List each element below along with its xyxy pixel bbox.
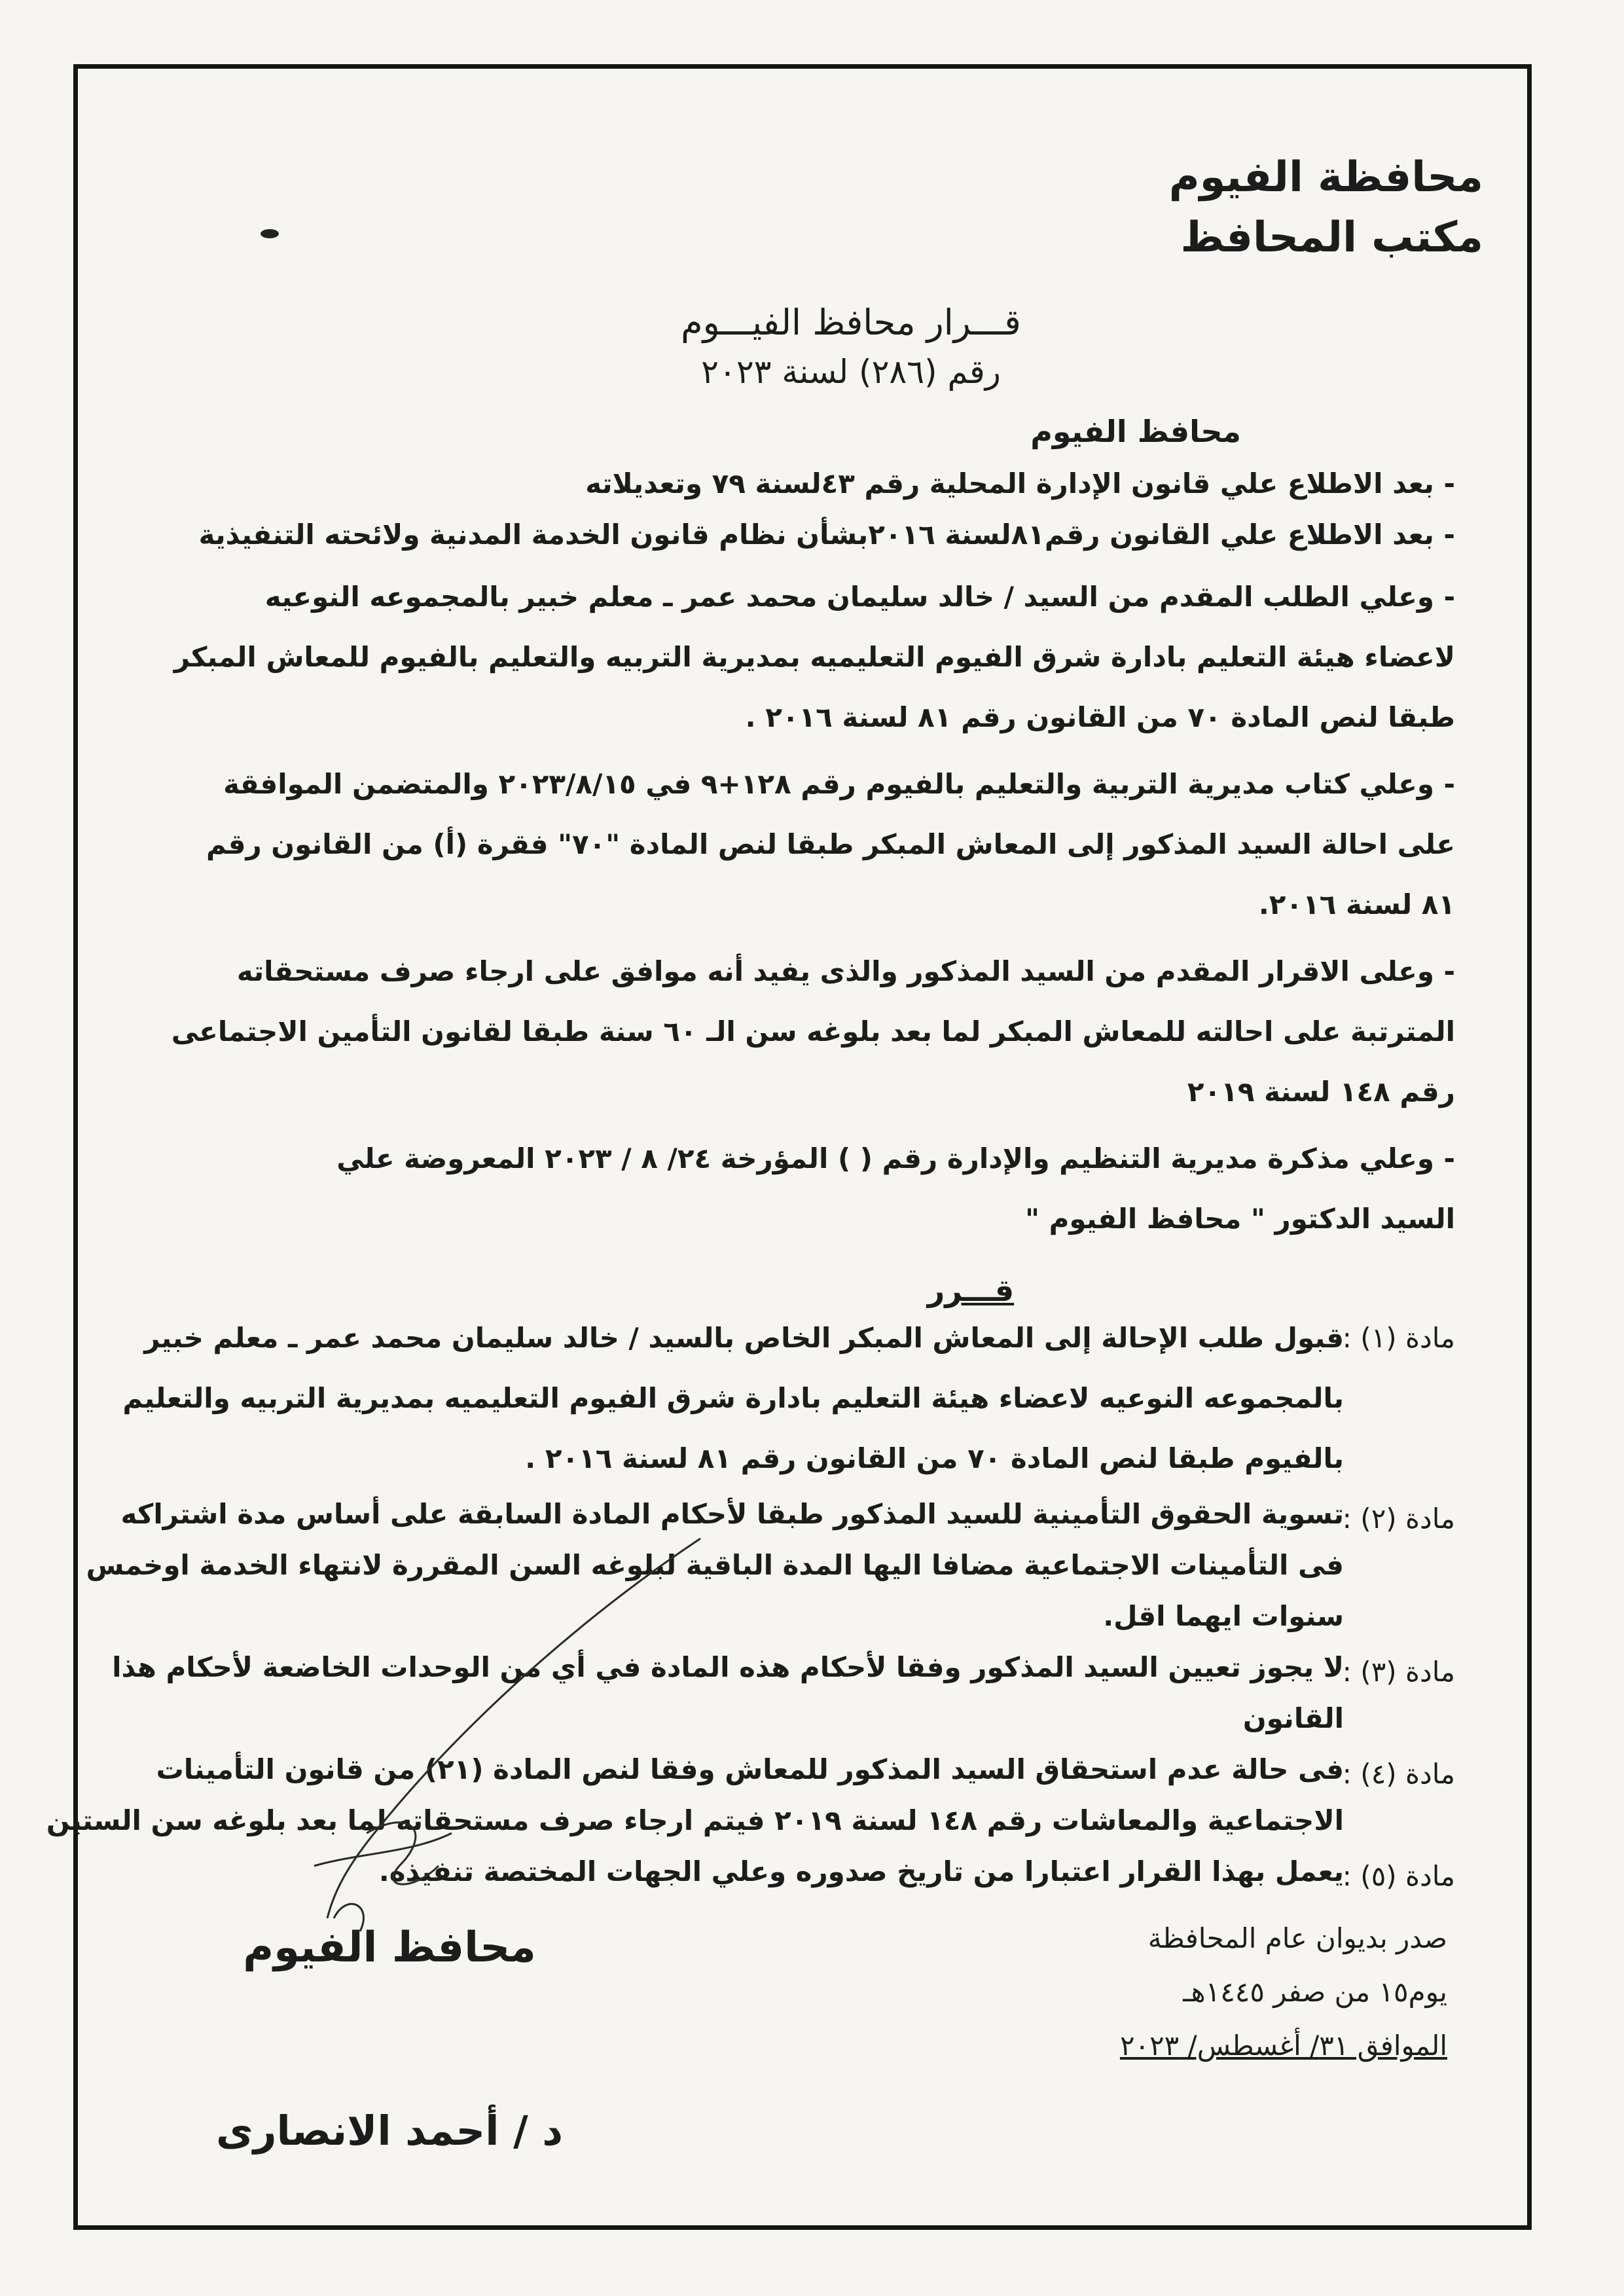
- letterhead-governorate: محافظة الفيوم: [1168, 153, 1483, 202]
- preamble-clause: [146, 509, 1455, 560]
- article-line: فى حالة عدم استحقاق السيد المذكور للمعاش وفقا لنص المادة (٢١) من قانون التأمينات: [156, 1753, 1344, 1785]
- article-1: [122, 1308, 1455, 1489]
- article-line: الاجتماعية والمعاشات رقم ١٤٨ لسنة ٢٠١٩ فيتم ارجاء صرف مستحقاته لما بعد بلوغه سن الستين: [46, 1804, 1344, 1836]
- clause-line: ٨١ لسنة ٢٠١٦.: [1258, 888, 1455, 920]
- governor-name: د / أحمد الانصارى: [216, 2107, 564, 2155]
- governor-title: محافظ الفيوم: [243, 1923, 536, 1972]
- preamble-clause: [146, 1129, 1455, 1249]
- clause-line: على احالة السيد المذكور إلى المعاش المبكر طبقا لنص المادة "٧٠" فقرة (أ) من القانون رقم: [206, 828, 1455, 860]
- clause-line: رقم ١٤٨ لسنة ٢٠١٩: [1187, 1076, 1455, 1108]
- clause-line: السيد الدكتور " محافظ الفيوم ": [1025, 1203, 1455, 1235]
- article-line: بالفيوم طبقا لنص المادة ٧٠ من القانون رقم ٨١ لسنة ٢٠١٦ .: [525, 1442, 1344, 1474]
- preamble-clauses: [146, 458, 1455, 1256]
- preamble-clause: [146, 754, 1455, 935]
- hijri-date: يوم١٥ من صفر ١٤٤٥هـ: [1183, 1976, 1447, 2008]
- article-line: قبول طلب الإحالة إلى المعاش المبكر الخاص بالسيد / خالد سليمان محمد عمر ـ معلم خبير: [144, 1322, 1344, 1354]
- article-line: سنوات ايهما اقل.: [1103, 1600, 1344, 1632]
- decree-number: رقم (٢٨٦) لسنة ٢٠٢٣: [701, 353, 1001, 391]
- article-label: مادة (٤) :: [1342, 1758, 1455, 1790]
- decree-title: قـــرار محافظ الفيـــوم: [681, 302, 1021, 343]
- preamble-clause: [146, 941, 1455, 1122]
- clause-line: لاعضاء هيئة التعليم بادارة شرق الفيوم التعليميه بمديرية التربيه والتعليم بالفيوم للمعاش المبكر: [173, 641, 1455, 673]
- article-line: لا يجوز تعيين السيد المذكور وفقا لأحكام هذه المادة في أي من الوحدات الخاضعة لأحكام هذا: [112, 1651, 1344, 1683]
- article-label: مادة (٢) :: [1342, 1503, 1455, 1535]
- issue-info: [1120, 1912, 1447, 2073]
- article-label: مادة (١) :: [1342, 1322, 1455, 1354]
- clause-line: - وعلى الاقرار المقدم من السيد المذكور والذى يفيد أنه موافق على ارجاء صرف مستحقاته: [236, 955, 1455, 987]
- clause-line: المترتبة على احالته للمعاش المبكر لما بعد بلوغه سن الـ ٦٠ سنة طبقا لقانون التأمين الاجتماعى: [171, 1015, 1455, 1048]
- preamble-clause: [146, 458, 1455, 509]
- clause-line: - بعد الاطلاع علي قانون الإدارة المحلية رقم ٤٣لسنة ٧٩ وتعديلاته: [585, 467, 1455, 500]
- clause-line: - وعلي مذكرة مديرية التنظيم والإدارة رقم ( ) المؤرخة ٢٤/ ٨ / ٢٠٢٣ المعروضة علي: [336, 1142, 1455, 1175]
- issued-at: صدر بديوان عام المحافظة: [1147, 1922, 1447, 1954]
- governor-block: [216, 1912, 563, 2167]
- clause-line: طبقا لنص المادة ٧٠ من القانون رقم ٨١ لسنة ٢٠١٦ .: [745, 701, 1455, 733]
- clause-line: - وعلي كتاب مديرية التربية والتعليم بالفيوم رقم ١٢٨+٩ في ٢٠٢٣/٨/١٥ والمتضمن الموافقة: [223, 768, 1455, 800]
- decree-title-block: [589, 298, 1113, 396]
- article-label: مادة (٥) :: [1342, 1860, 1455, 1892]
- clause-line: - وعلي الطلب المقدم من السيد / خالد سليمان محمد عمر ـ معلم خبير بالمجموعه النوعيه: [264, 581, 1455, 613]
- article-label: مادة (٣) :: [1342, 1656, 1455, 1688]
- article-line: يعمل بهذا القرار اعتبارا من تاريخ صدوره وعلي الجهات المختصة تنفيذه.: [378, 1855, 1344, 1887]
- gregorian-date: الموافق ٣١/ أغسطس/ ٢٠٢٣: [1119, 2030, 1447, 2062]
- handwritten-signature: [216, 1525, 713, 1944]
- letterhead: [1169, 147, 1483, 268]
- letterhead-office: مكتب المحافظ: [1180, 213, 1483, 262]
- article-line: فى التأمينات الاجتماعية مضافا اليها المدة الباقية لبلوغه السن المقررة لانتهاء الخدمة اوخمس: [86, 1549, 1344, 1581]
- decision-word: قـــرر: [927, 1273, 1015, 1308]
- article-line: القانون: [1242, 1702, 1344, 1734]
- clause-line: - بعد الاطلاع علي القانون رقم٨١لسنة ٢٠١٦بشأن نظام قانون الخدمة المدنية ولائحته التنفيذية: [198, 519, 1455, 551]
- article-line: بالمجموعه النوعيه لاعضاء هيئة التعليم بادارة شرق الفيوم التعليميه بمديرية التربيه والتعليم: [122, 1382, 1344, 1414]
- article-line: تسوية الحقوق التأمينية للسيد المذكور طبقا لأحكام المادة السابقة على أساس مدة اشتراكه: [120, 1498, 1344, 1530]
- preamble-header: محافظ الفيوم: [1030, 414, 1241, 449]
- preamble-clause: [146, 567, 1455, 748]
